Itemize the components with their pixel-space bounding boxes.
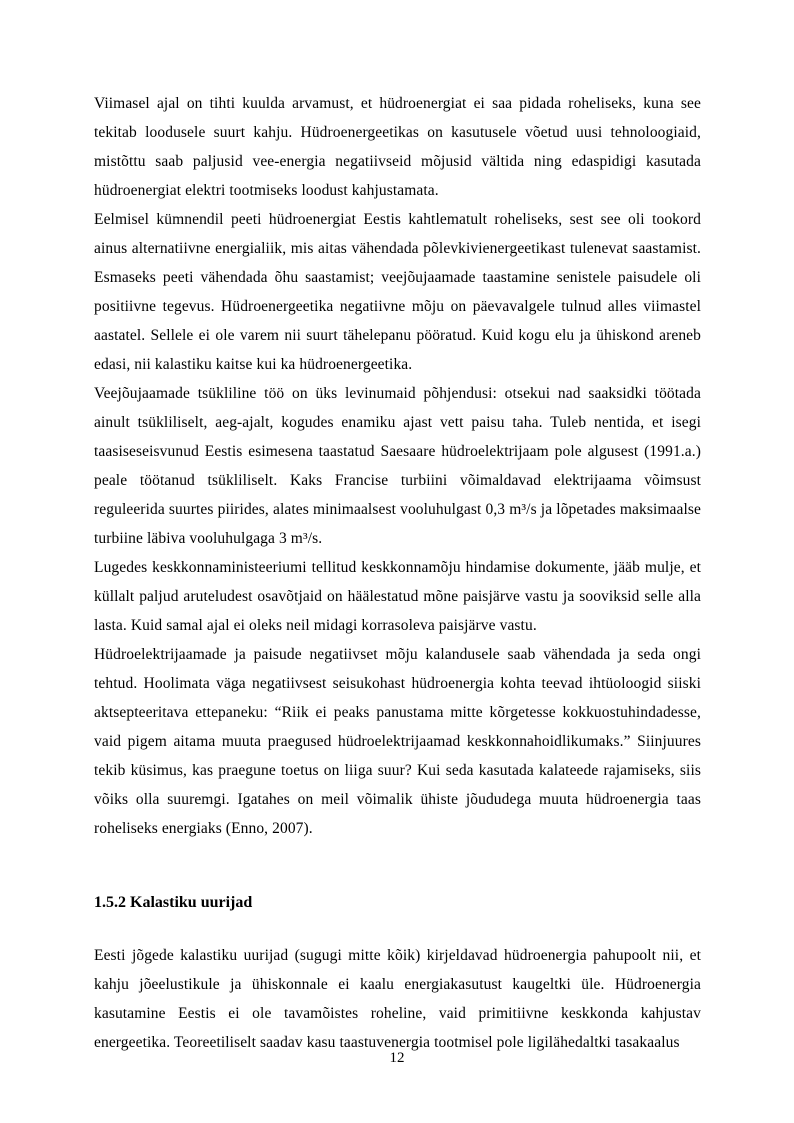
body-paragraph: Hüdroelektrijaamade ja paisude negatiivset mõju kalandusele saab vähendada ja seda ongi tehtud. Hoolimata väga negatiivsest seisukohast hüdroenergia kohta teevad ihtüoloogid siiski aktsepteeritava ettepaneku: “Riik ei peaks panustama mitte kõrgetesse kokkuostuhindadesse, vaid pigem aitama muuta praegused hüdroelektrijaamad keskkonnahoidlikumaks.” Siinjuures tekib küsimus, kas praegune toetus on liiga suur? Kui seda kasutada kalateede rajamiseks, siis võiks olla suuremgi. Igatahes on meil võimalik ühiste jõududega muuta hüdroenergia taas roheliseks energiaks (Enno, 2007). [94, 646, 701, 837]
body-paragraph: Veejõujaamade tsükliline töö on üks levinumaid põhjendusi: otsekui nad saaksidki töötada ainult tsükliliselt, aeg-ajalt, kogudes enamiku ajast vett paisu taha. Tuleb nentida, et isegi taasiseseisvunud Eestis esimesena taastatud Saesaare hüdroelektrijaam pole algusest (1991.a.) peale töötanud tsükliliselt. Kaks Francise turbiini võimaldavad elektrijaama võimsust reguleerida suurtes piirides, alates minimaalsest vooluhulgast 0,3 m³/s ja lõpetades maksimaalse turbiine läbiva vooluhulgaga 3 m³/s. [94, 385, 701, 547]
section-heading: 1.5.2 Kalastiku uurijad [94, 894, 253, 911]
body-paragraph: Viimasel ajal on tihti kuulda arvamust, et hüdroenergiat ei saa pidada roheliseks, kuna see tekitab loodusele suurt kahju. Hüdroenergeetikas on kasutusele võetud uusi tehnoloogiaid, mistõttu saab paljusid vee-energia negatiivseid mõjusid vältida ning edaspidigi kasutada hüdroenergiat elektri tootmiseks loodust kahjustamata. [94, 95, 701, 199]
page-number: 12 [389, 1050, 405, 1066]
page-body [94, 89, 701, 1057]
body-paragraph: Eesti jõgede kalastiku uurijad (sugugi mitte kõik) kirjeldavad hüdroenergia pahupoolt nii, et kahju jõeelustikule ja ühiskonnale ei kaalu energiakasutust kaugeltki üle. Hüdroenergia kasutamine Eestis ei ole tavamõistes roheline, vaid primitiivne keskkonda kahjustav energeetika. Teoreetiliselt saadav kasu taastuvenergia tootmisel pole ligilähedaltki tasakaalus [94, 947, 701, 1051]
body-paragraph: Lugedes keskkonnaministeeriumi tellitud keskkonnamõju hindamise dokumente, jääb mulje, et küllalt paljud aruteludest osavõtjaid on häälestatud mõne paisjärve vastu ja sooviksid selle alla lasta. Kuid samal ajal ei oleks neil midagi korrasoleva paisjärve vastu. [94, 559, 701, 634]
body-paragraph: Eelmisel kümnendil peeti hüdroenergiat Eestis kahtlematult roheliseks, sest see oli tookord ainus alternatiivne energialiik, mis aitas vähendada põlevkivienergeetikast tulenevat saastamist. Esmaseks peeti vähendada õhu saastamist; veejõujaamade taastamine senistele paisudele oli positiivne tegevus. Hüdroenergeetika negatiivne mõju on päevavalgele tulnud alles viimastel aastatel. Sellele ei ole varem nii suurt tähelepanu pööratud. Kuid kogu elu ja ühiskond areneb edasi, nii kalastiku kaitse kui ka hüdroenergeetika. [94, 211, 701, 373]
page-footer [0, 1048, 794, 1068]
